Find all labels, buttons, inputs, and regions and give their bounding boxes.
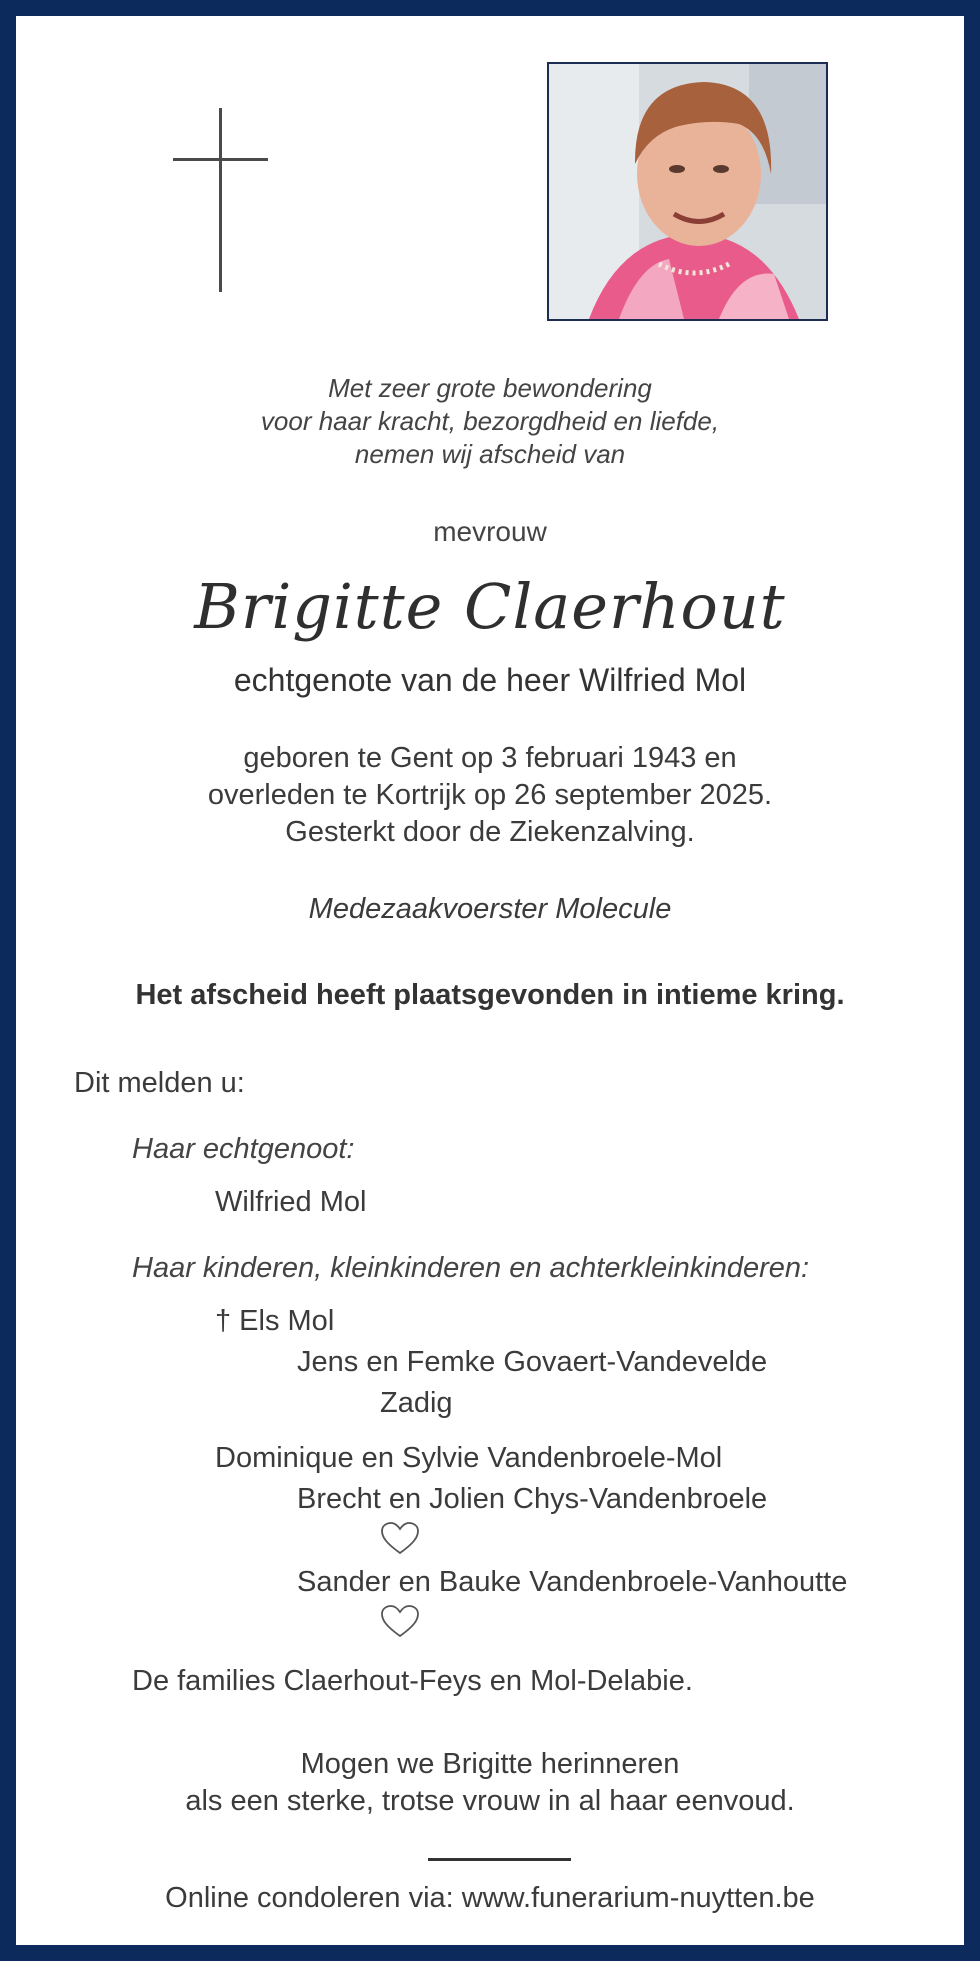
online-condolence: Online condoleren via: www.funerarium-nuytten.be (165, 1882, 815, 1914)
spouse-name: Wilfried Mol (215, 1186, 367, 1218)
cross-icon (219, 108, 222, 292)
intro-line: voor haar kracht, bezorgdheid en liefde, (260, 406, 720, 436)
family-member: Brecht en Jolien Chys-Vandenbroele (297, 1483, 768, 1515)
family-member: Sander en Bauke Vandenbroele-Vanhoutte (297, 1566, 848, 1598)
family-heading: Haar kinderen, kleinkinderen en achterkleinkinderen: (132, 1252, 810, 1284)
spouse-heading: Haar echtgenoot: (132, 1133, 355, 1165)
portrait-photo (547, 62, 828, 321)
family-member: Dominique en Sylvie Vandenbroele-Mol (215, 1442, 723, 1474)
family-member: Zadig (380, 1387, 453, 1419)
divider (428, 1858, 571, 1861)
life-dates (0, 740, 980, 851)
closing-line: Mogen we Brigitte herinneren (300, 1748, 680, 1780)
announced-by: Dit melden u: (74, 1067, 245, 1099)
families-line: De families Claerhout-Feys en Mol-Delabie. (132, 1665, 693, 1697)
life-line: Gesterkt door de Ziekenzalving. (285, 816, 695, 848)
farewell-line: Het afscheid heeft plaatsgevonden in intieme kring. (135, 979, 845, 1011)
intro-text (0, 372, 980, 471)
spouse-line: echtgenote van de heer Wilfried Mol (233, 662, 747, 698)
life-line: geboren te Gent op 3 februari 1943 en (243, 742, 737, 774)
cross-icon-bar (173, 158, 268, 161)
honorific: mevrouw (433, 516, 547, 547)
deceased-name: Brigitte Claerhout (194, 570, 786, 643)
closing-text (0, 1746, 980, 1820)
intro-line: Met zeer grote bewondering (328, 373, 652, 403)
intro-line: nemen wij afscheid van (354, 439, 626, 469)
closing-line: als een sterke, trotse vrouw in al haar eenvoud. (185, 1785, 795, 1817)
family-member: Jens en Femke Govaert-Vandevelde (297, 1346, 768, 1378)
family-member: † Els Mol (215, 1305, 335, 1337)
portrait-illustration (549, 64, 826, 319)
heart-icon (380, 1521, 420, 1557)
role-line: Medezaakvoerster Molecule (308, 893, 672, 925)
heart-icon (380, 1604, 420, 1640)
life-line: overleden te Kortrijk op 26 september 2025. (207, 779, 773, 811)
